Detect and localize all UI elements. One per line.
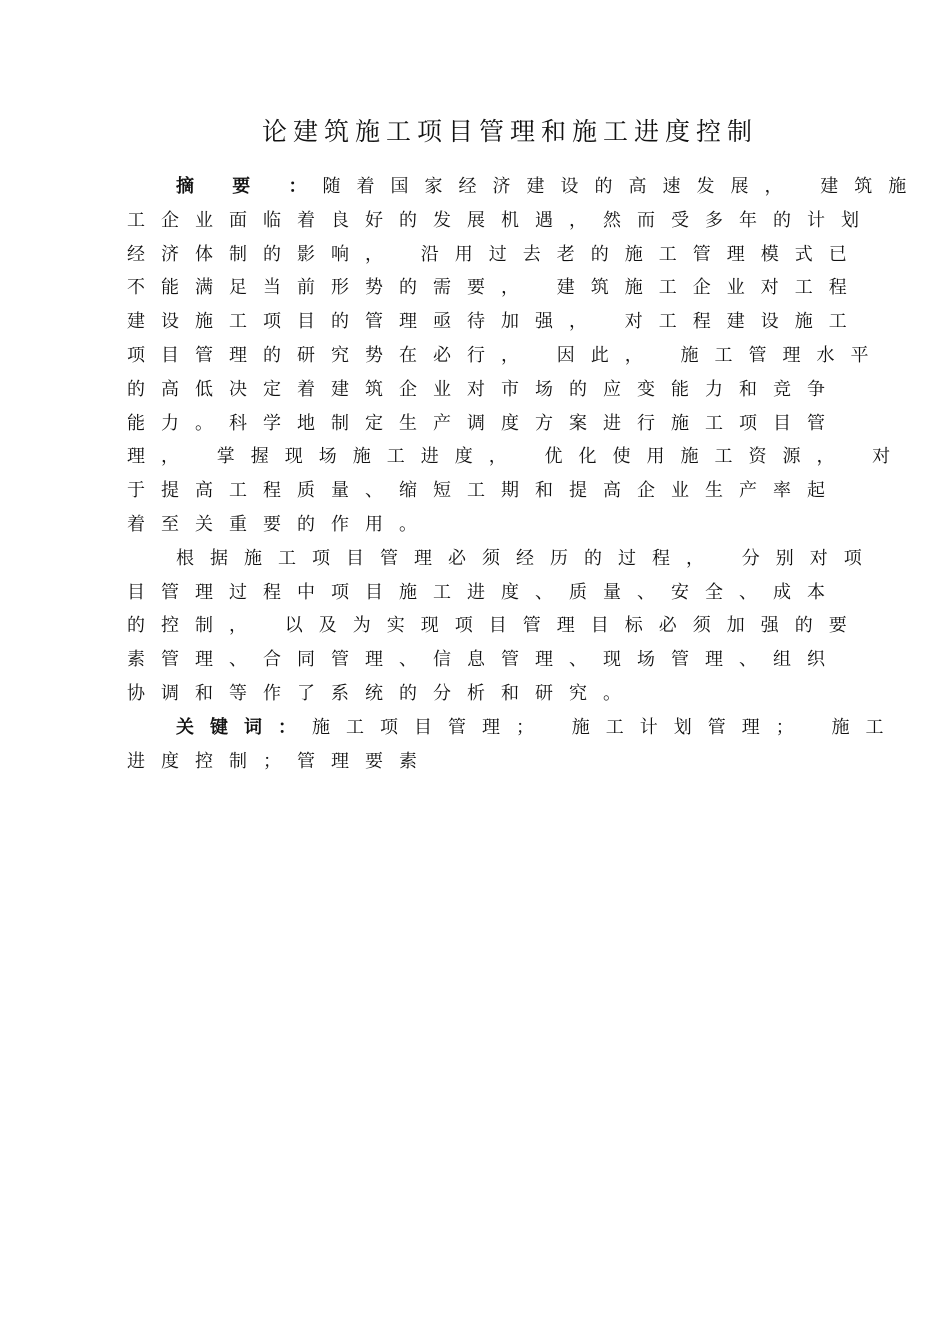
keywords-line: 关键词：施工项目管理； 施工计划管理； 施工 — [176, 716, 900, 738]
abstract-line: 项目管理的研究势在必行， 因此， 施工管理水平 — [127, 344, 885, 366]
keywords-label: 关键词： — [176, 716, 312, 738]
paragraph-line: 素管理、合同管理、信息管理、现场管理、组织 — [127, 649, 841, 671]
paragraph-line: 根据施工项目管理必须经历的过程， 分别对项 — [176, 547, 878, 569]
document-title: 论建筑施工项目管理和施工进度控制 — [261, 117, 758, 146]
paragraph-line: 协调和等作了系统的分析和研究。 — [127, 682, 637, 704]
paragraph-line: 目管理过程中项目施工进度、质量、安全、成本 — [127, 581, 841, 603]
abstract-line: 建设施工项目的管理亟待加强， 对工程建设施工 — [127, 311, 863, 333]
abstract-line: 的高低决定着建筑企业对市场的应变能力和竞争 — [127, 378, 841, 400]
abstract-line: 经济体制的影响， 沿用过去老的施工管理模式已 — [127, 243, 863, 265]
abstract-line: 理， 掌握现场施工进度， 优化使用施工资源， 对 — [127, 446, 907, 468]
keywords-section — [127, 711, 900, 779]
abstract-line: 摘 要 ：随着国家经济建设的高速发展， 建筑施 — [176, 176, 923, 197]
document-body — [127, 170, 923, 778]
abstract-line: 不能满足当前形势的需要， 建筑施工企业对工程 — [127, 277, 863, 299]
paragraph-line: 的控制， 以及为实现项目管理目标必须加强的要 — [127, 615, 863, 637]
abstract-section — [127, 170, 923, 542]
abstract-line: 工企业面临着良好的发展机遇，然而受多年的计划 — [127, 209, 875, 231]
keywords-line: 进度控制；管理要素 — [127, 750, 433, 772]
abstract-line: 着至关重要的作用。 — [127, 513, 433, 535]
paragraph-two — [127, 542, 878, 711]
abstract-line: 能力。科学地制定生产调度方案进行施工项目管 — [127, 412, 841, 434]
abstract-line: 于提高工程质量、缩短工期和提高企业生产率起 — [127, 480, 841, 502]
abstract-label: 摘 要 ： — [176, 176, 323, 197]
